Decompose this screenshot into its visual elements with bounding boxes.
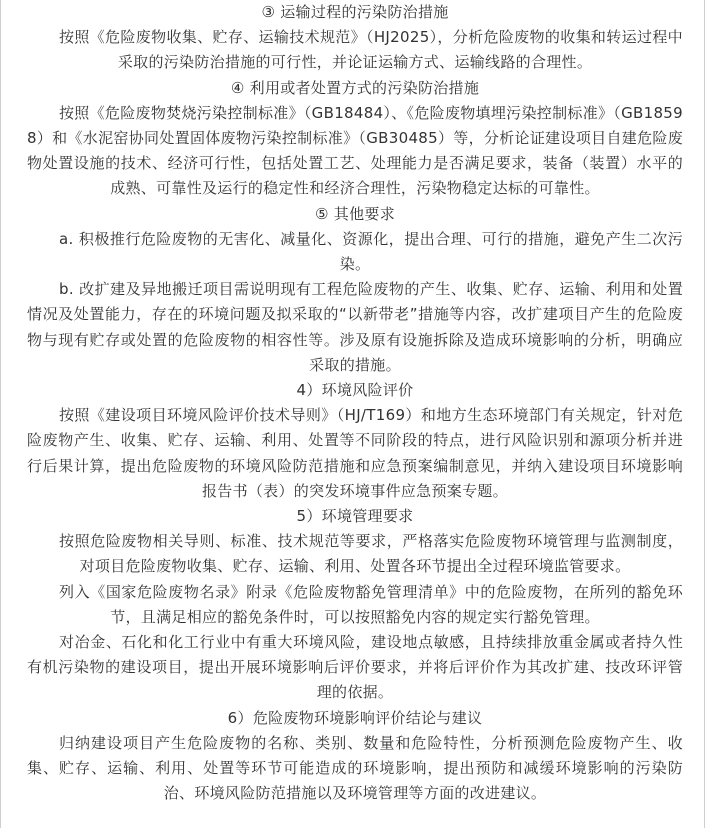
paragraph-other-a: a. 积极推行危险废物的无害化、减量化、资源化，提出合理、可行的措施，避免产生二次污染。 bbox=[59, 229, 683, 274]
section-heading-conclusion: 6）危险废物环境影响评价结论与建议 bbox=[227, 708, 483, 727]
paragraph-management-3: 对冶金、石化和化工行业中有重大环境风险，建设地点敏感，且持续排放重金属或者持久性有机污染物的建设项目，提出开展环境影响后评价要求，并将后评价作为其改扩建、技改环评管理的依据。 bbox=[27, 633, 683, 702]
paragraph-disposal: 按照《危险废物焚烧污染控制标准》（GB18484）、《危险废物填埋污染控制标准》（GB18598）和《水泥窑协同处置固体废物污染控制标准》（GB30485）等，分析论证建设项目自建危险废物处置设施的技术、经济可行性，包括处置工艺、处理能力是否满足要求，装备（装置）水平的成熟、可靠性及运行的稳定性和经济合理性，污染物稳定达标的可靠性。 bbox=[27, 103, 683, 198]
paragraph-transport: 按照《危险废物收集、贮存、运输技术规范》（HJ2025），分析危险废物的收集和转运过程中采取的污染防治措施的可行性，并论证运输方式、运输线路的合理性。 bbox=[59, 28, 683, 72]
paragraph-management-2: 列入《国家危险废物名录》附录《危险废物豁免管理清单》中的危险废物，在所列的豁免环节，且满足相应的豁免条件时，可以按照豁免内容的规定实行豁免管理。 bbox=[59, 582, 683, 626]
section-heading-disposal: ④ 利用或者处置方式的污染防治措施 bbox=[230, 78, 480, 97]
section-heading-other: ⑤ 其他要求 bbox=[314, 204, 396, 223]
paragraph-other-b: b. 改扩建及异地搬迁项目需说明现有工程危险废物的产生、收集、贮存、运输、利用和处置情况及处置能力，存在的环境问题及拟采取的“以新带老”措施等内容，改扩建项目产生的危险废物与现有贮存或处置的危险废物的相容性等。涉及原有设施拆除及造成环境影响的分析，明确应采取的措施。 bbox=[27, 280, 683, 374]
section-heading-risk: 4）环境风险评价 bbox=[296, 381, 414, 400]
document-body bbox=[27, 0, 683, 807]
section-heading-transport: ③ 运输过程的污染防治措施 bbox=[261, 3, 449, 21]
section-heading-management: 5）环境管理要求 bbox=[296, 507, 414, 526]
paragraph-management-1: 按照危险废物相关导则、标准、技术规范等要求，严格落实危险废物环境管理与监测制度，对项目危险废物收集、贮存、运输、利用、处置各环节提出全过程环境监管要求。 bbox=[59, 532, 683, 576]
paragraph-conclusion: 归纳建设项目产生危险废物的名称、类别、数量和危险特性，分析预测危险废物产生、收集、贮存、运输、利用、处置等环节可能造成的环境影响，提出预防和减缓环境影响的污染防治、环境风险防范措施以及环境管理等方面的改进建议。 bbox=[27, 733, 683, 803]
paragraph-risk: 按照《建设项目环境风险评价技术导则》（HJ/T169）和地方生态环境部门有关规定，针对危险废物产生、收集、贮存、运输、利用、处置等不同阶段的特点，进行风险识别和源项分析并进行后果计算，提出危险废物的环境风险防范措施和应急预案编制意见，并纳入建设项目环境影响报告书（表）的突发环境事件应急预案专题。 bbox=[27, 406, 683, 500]
